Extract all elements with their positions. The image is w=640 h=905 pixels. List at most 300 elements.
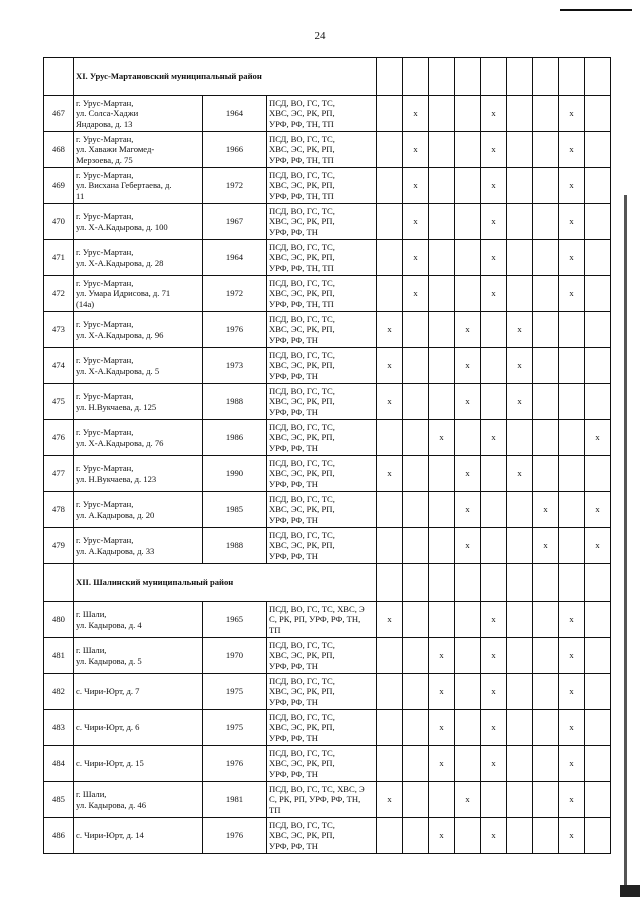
work-types	[267, 312, 377, 348]
section-title: XI. Урус-Мартановский муниципальный район	[74, 58, 377, 96]
mark-cell	[507, 492, 533, 528]
address-cell	[74, 782, 203, 818]
mark-cell	[481, 528, 507, 564]
mark-x: х	[429, 674, 455, 710]
mark-cell	[377, 746, 403, 782]
work-line: ХВС, ЭС, РК, РП,	[269, 758, 335, 769]
work-line: ХВС, ЭС, РК, РП,	[269, 288, 335, 299]
work-line: ПСД, ВО, ГС, ТС,	[269, 675, 335, 686]
mark-x: х	[403, 276, 429, 312]
mark-cell	[533, 818, 559, 854]
year-built: 1986	[203, 420, 267, 456]
address-line: ул. Н.Вукчаева, д. 123	[76, 473, 157, 484]
mark-x: х	[559, 746, 585, 782]
work-line: ПСД, ВО, ГС, ТС,	[269, 133, 335, 144]
mark-x: х	[507, 384, 533, 420]
work-types	[267, 456, 377, 492]
mark-cell	[533, 96, 559, 132]
row-number: 474	[44, 348, 74, 384]
mark-cell	[429, 492, 455, 528]
work-line: УРФ, РФ, ТН	[269, 334, 318, 345]
mark-x: х	[481, 96, 507, 132]
address-line: г. Урус-Мартан,	[76, 463, 134, 473]
table-row	[44, 528, 611, 564]
address-line: с. Чири-Юрт, д. 7	[76, 686, 140, 697]
mark-x: х	[377, 602, 403, 638]
address-line: ул. А.Кадырова, д. 20	[76, 509, 155, 520]
address-line: с. Чири-Юрт, д. 14	[76, 830, 144, 841]
mark-cell	[455, 674, 481, 710]
mark-cell	[455, 420, 481, 456]
mark-cell	[585, 58, 611, 96]
mark-cell	[533, 602, 559, 638]
mark-cell	[507, 96, 533, 132]
row-number: 480	[44, 602, 74, 638]
year-built: 1964	[203, 240, 267, 276]
work-line: ХВС, ЭС, РК, РП,	[269, 360, 335, 371]
year-built: 1985	[203, 492, 267, 528]
address-line: ул. Х-А.Кадырова, д. 96	[76, 329, 164, 340]
mark-x: х	[429, 420, 455, 456]
table-row	[44, 746, 611, 782]
mark-cell	[585, 204, 611, 240]
mark-cell	[533, 276, 559, 312]
table-row	[44, 456, 611, 492]
work-types	[267, 674, 377, 710]
address-line: г. Шали,	[76, 609, 107, 619]
address-cell	[74, 420, 203, 456]
mark-cell	[455, 96, 481, 132]
mark-cell	[429, 132, 455, 168]
year-built: 1975	[203, 710, 267, 746]
mark-cell	[455, 818, 481, 854]
address-line: ул. Н.Вукчаева, д. 125	[76, 401, 157, 412]
mark-x: х	[455, 456, 481, 492]
work-line: ХВС, ЭС, РК, РП,	[269, 540, 335, 551]
work-line: ХВС, ЭС, РК, РП,	[269, 252, 335, 263]
mark-cell	[455, 276, 481, 312]
work-line: С, РК, РП, УРФ, РФ, ТН,	[269, 794, 361, 805]
table-row	[44, 348, 611, 384]
mark-cell	[585, 674, 611, 710]
mark-x: х	[559, 710, 585, 746]
page-number: 24	[314, 30, 326, 42]
mark-x: х	[507, 312, 533, 348]
row-number: 470	[44, 204, 74, 240]
address-cell	[74, 818, 203, 854]
row-number: 473	[44, 312, 74, 348]
mark-x: х	[481, 602, 507, 638]
mark-x: х	[559, 276, 585, 312]
mark-x: х	[403, 168, 429, 204]
mark-cell	[507, 276, 533, 312]
work-line: ПСД, ВО, ГС, ТС,	[269, 747, 335, 758]
mark-cell	[507, 602, 533, 638]
mark-x: х	[403, 204, 429, 240]
table-row	[44, 276, 611, 312]
year-built: 1973	[203, 348, 267, 384]
address-cell	[74, 492, 203, 528]
mark-cell	[377, 276, 403, 312]
row-number: 482	[44, 674, 74, 710]
mark-x: х	[455, 384, 481, 420]
mark-cell	[377, 638, 403, 674]
mark-cell	[533, 710, 559, 746]
mark-x: х	[455, 782, 481, 818]
mark-x: х	[507, 456, 533, 492]
work-line: ХВС, ЭС, РК, РП,	[269, 216, 335, 227]
row-number: 477	[44, 456, 74, 492]
mark-cell	[429, 312, 455, 348]
mark-cell	[507, 782, 533, 818]
row-number: 478	[44, 492, 74, 528]
work-line: ХВС, ЭС, РК, РП,	[269, 144, 335, 155]
address-cell	[74, 638, 203, 674]
table-row	[44, 312, 611, 348]
row-number: 483	[44, 710, 74, 746]
mark-x: х	[481, 746, 507, 782]
work-line: ПСД, ВО, ГС, ТС,	[269, 529, 335, 540]
address-line: 11	[76, 190, 85, 201]
work-line: ПСД, ВО, ГС, ТС,	[269, 205, 335, 216]
work-line: ХВС, ЭС, РК, РП,	[269, 504, 335, 515]
section-num-cell	[44, 564, 74, 602]
work-types	[267, 710, 377, 746]
mark-cell	[507, 204, 533, 240]
address-line: с. Чири-Юрт, д. 15	[76, 758, 144, 769]
mark-x: х	[455, 348, 481, 384]
work-line: УРФ, РФ, ТН	[269, 514, 318, 525]
mark-cell	[507, 638, 533, 674]
mark-cell	[377, 710, 403, 746]
mark-x: х	[559, 638, 585, 674]
mark-cell	[585, 602, 611, 638]
work-line: ПСД, ВО, ГС, ТС,	[269, 711, 335, 722]
work-line: ПСД, ВО, ГС, ТС, ХВС, Э	[269, 603, 365, 614]
mark-cell	[377, 492, 403, 528]
mark-cell	[403, 420, 429, 456]
mark-cell	[403, 492, 429, 528]
mark-cell	[481, 58, 507, 96]
mark-cell	[585, 782, 611, 818]
year-built: 1970	[203, 638, 267, 674]
address-line: г. Урус-Мартан,	[76, 391, 134, 401]
mark-cell	[585, 384, 611, 420]
address-cell	[74, 456, 203, 492]
mark-cell	[585, 168, 611, 204]
scan-edge-mark	[620, 885, 640, 897]
year-built: 1967	[203, 204, 267, 240]
mark-cell	[377, 420, 403, 456]
work-types	[267, 528, 377, 564]
mark-cell	[455, 240, 481, 276]
table-row	[44, 96, 611, 132]
work-line: УРФ, РФ, ТН	[269, 442, 318, 453]
address-line: ул. Кадырова, д. 46	[76, 799, 146, 810]
mark-cell	[455, 638, 481, 674]
work-types	[267, 132, 377, 168]
mark-cell	[585, 312, 611, 348]
address-cell	[74, 602, 203, 638]
address-line: ул. Х-А.Кадырова, д. 76	[76, 437, 164, 448]
work-line: УРФ, РФ, ТН	[269, 406, 318, 417]
mark-cell	[429, 276, 455, 312]
mark-x: х	[559, 782, 585, 818]
table-row	[44, 710, 611, 746]
work-line: ПСД, ВО, ГС, ТС,	[269, 639, 335, 650]
work-line: ХВС, ЭС, РК, РП,	[269, 686, 335, 697]
address-line: ул. Кадырова, д. 5	[76, 655, 142, 666]
mark-cell	[533, 240, 559, 276]
row-number: 468	[44, 132, 74, 168]
mark-x: х	[559, 204, 585, 240]
row-number: 469	[44, 168, 74, 204]
work-line: УРФ, РФ, ТН, ТП	[269, 154, 334, 165]
work-line: ХВС, ЭС, РК, РП,	[269, 108, 335, 119]
row-number: 467	[44, 96, 74, 132]
table-row	[44, 132, 611, 168]
address-line: г. Урус-Мартан,	[76, 247, 134, 257]
mark-x: х	[481, 168, 507, 204]
address-line: (14а)	[76, 298, 95, 309]
mark-x: х	[481, 276, 507, 312]
mark-cell	[429, 96, 455, 132]
work-types	[267, 420, 377, 456]
mark-x: х	[429, 818, 455, 854]
mark-x: х	[455, 492, 481, 528]
mark-x: х	[533, 492, 559, 528]
mark-cell	[507, 58, 533, 96]
address-cell	[74, 384, 203, 420]
year-built: 1966	[203, 132, 267, 168]
work-types	[267, 384, 377, 420]
mark-x: х	[481, 710, 507, 746]
mark-cell	[377, 818, 403, 854]
table-row	[44, 818, 611, 854]
address-cell	[74, 240, 203, 276]
mark-cell	[533, 746, 559, 782]
mark-cell	[559, 492, 585, 528]
mark-x: х	[559, 96, 585, 132]
work-line: УРФ, РФ, ТН	[269, 550, 318, 561]
section-num-cell	[44, 58, 74, 96]
mark-x: х	[403, 96, 429, 132]
address-line: ул. Умара Идрисова, д. 71	[76, 288, 171, 299]
mark-x: х	[481, 420, 507, 456]
work-types	[267, 746, 377, 782]
work-line: ХВС, ЭС, РК, РП,	[269, 432, 335, 443]
mark-cell	[429, 564, 455, 602]
mark-cell	[585, 456, 611, 492]
work-types	[267, 492, 377, 528]
mark-x: х	[429, 746, 455, 782]
mark-cell	[559, 384, 585, 420]
year-built: 1964	[203, 96, 267, 132]
mark-cell	[429, 528, 455, 564]
mark-cell	[429, 168, 455, 204]
mark-cell	[429, 602, 455, 638]
work-line: ПСД, ВО, ГС, ТС,	[269, 349, 335, 360]
address-cell	[74, 348, 203, 384]
mark-cell	[403, 710, 429, 746]
work-line: ПСД, ВО, ГС, ТС,	[269, 819, 335, 830]
address-line: г. Урус-Мартан,	[76, 535, 134, 545]
mark-cell	[533, 384, 559, 420]
mark-x: х	[455, 312, 481, 348]
row-number: 481	[44, 638, 74, 674]
address-line: ул. Солса-Хаджи	[76, 108, 139, 119]
housing-table	[43, 57, 611, 854]
mark-cell	[403, 58, 429, 96]
address-line: г. Урус-Мартан,	[76, 319, 134, 329]
row-number: 479	[44, 528, 74, 564]
work-line: ХВС, ЭС, РК, РП,	[269, 396, 335, 407]
section-row	[44, 58, 611, 96]
work-line: УРФ, РФ, ТН	[269, 840, 318, 851]
mark-cell	[377, 564, 403, 602]
year-built: 1976	[203, 746, 267, 782]
mark-cell	[533, 782, 559, 818]
mark-x: х	[585, 420, 611, 456]
mark-cell	[377, 132, 403, 168]
mark-cell	[585, 348, 611, 384]
mark-cell	[455, 204, 481, 240]
mark-x: х	[403, 240, 429, 276]
mark-cell	[481, 492, 507, 528]
header-rule	[560, 9, 632, 11]
mark-cell	[455, 602, 481, 638]
row-number: 485	[44, 782, 74, 818]
year-built: 1975	[203, 674, 267, 710]
year-built: 1988	[203, 384, 267, 420]
mark-cell	[533, 674, 559, 710]
work-types	[267, 818, 377, 854]
scan-edge-line	[624, 195, 627, 885]
year-built: 1965	[203, 602, 267, 638]
address-line: г. Урус-Мартан,	[76, 355, 134, 365]
mark-cell	[455, 132, 481, 168]
mark-cell	[559, 58, 585, 96]
mark-cell	[559, 456, 585, 492]
mark-cell	[585, 132, 611, 168]
mark-cell	[533, 564, 559, 602]
work-line: ПСД, ВО, ГС, ТС,	[269, 241, 335, 252]
address-cell	[74, 276, 203, 312]
section-row	[44, 564, 611, 602]
mark-cell	[403, 564, 429, 602]
row-number: 472	[44, 276, 74, 312]
table-row	[44, 638, 611, 674]
mark-x: х	[481, 240, 507, 276]
mark-cell	[533, 420, 559, 456]
mark-cell	[377, 240, 403, 276]
mark-cell	[559, 564, 585, 602]
address-line: ул. Х-А.Кадырова, д. 100	[76, 221, 168, 232]
address-cell	[74, 710, 203, 746]
work-line: ХВС, ЭС, РК, РП,	[269, 650, 335, 661]
mark-cell	[403, 782, 429, 818]
work-line: ХВС, ЭС, РК, РП,	[269, 180, 335, 191]
mark-cell	[533, 58, 559, 96]
mark-x: х	[559, 168, 585, 204]
table-row	[44, 782, 611, 818]
mark-cell	[481, 384, 507, 420]
mark-cell	[377, 96, 403, 132]
mark-cell	[481, 312, 507, 348]
mark-cell	[585, 240, 611, 276]
address-cell	[74, 312, 203, 348]
address-cell	[74, 674, 203, 710]
address-line: г. Урус-Мартан,	[76, 133, 134, 144]
mark-cell	[429, 782, 455, 818]
mark-cell	[585, 96, 611, 132]
address-line: ул. Х-А.Кадырова, д. 5	[76, 365, 160, 376]
address-line: г. Шали,	[76, 789, 107, 799]
row-number: 484	[44, 746, 74, 782]
address-line: г. Шали,	[76, 645, 107, 655]
work-types	[267, 96, 377, 132]
year-built: 1981	[203, 782, 267, 818]
work-line: УРФ, РФ, ТН	[269, 226, 318, 237]
mark-x: х	[377, 782, 403, 818]
work-line: С, РК, РП, УРФ, РФ, ТН,	[269, 614, 361, 625]
year-built: 1988	[203, 528, 267, 564]
table-row	[44, 240, 611, 276]
mark-cell	[559, 348, 585, 384]
work-line: ПСД, ВО, ГС, ТС,	[269, 97, 335, 108]
mark-x: х	[429, 638, 455, 674]
address-line: с. Чири-Юрт, д. 6	[76, 722, 140, 733]
mark-x: х	[481, 204, 507, 240]
table-row	[44, 420, 611, 456]
work-types	[267, 348, 377, 384]
work-line: УРФ, РФ, ТН	[269, 696, 318, 707]
section-title: XII. Шалинский муниципальный район	[74, 564, 377, 602]
address-line: ул. Х-А.Кадырова, д. 28	[76, 257, 164, 268]
work-line: ХВС, ЭС, РК, РП,	[269, 830, 335, 841]
mark-cell	[455, 564, 481, 602]
work-line: ТП	[269, 804, 281, 815]
mark-cell	[403, 674, 429, 710]
mark-x: х	[481, 638, 507, 674]
mark-x: х	[377, 348, 403, 384]
row-number: 476	[44, 420, 74, 456]
mark-cell	[403, 528, 429, 564]
mark-x: х	[559, 240, 585, 276]
address-line: ул. Хаважи Магомед-	[76, 144, 155, 155]
mark-x: х	[481, 818, 507, 854]
mark-cell	[403, 746, 429, 782]
mark-cell	[403, 456, 429, 492]
mark-cell	[377, 168, 403, 204]
work-line: УРФ, РФ, ТН	[269, 478, 318, 489]
row-number: 475	[44, 384, 74, 420]
mark-cell	[533, 204, 559, 240]
work-line: УРФ, РФ, ТН, ТП	[269, 118, 334, 129]
mark-x: х	[377, 456, 403, 492]
mark-cell	[403, 348, 429, 384]
work-types	[267, 204, 377, 240]
mark-cell	[455, 710, 481, 746]
address-line: г. Урус-Мартан,	[76, 499, 134, 509]
year-built: 1972	[203, 168, 267, 204]
row-number: 486	[44, 818, 74, 854]
year-built: 1976	[203, 312, 267, 348]
mark-cell	[481, 348, 507, 384]
address-cell	[74, 746, 203, 782]
work-line: ХВС, ЭС, РК, РП,	[269, 324, 335, 335]
work-line: УРФ, РФ, ТН, ТП	[269, 298, 334, 309]
